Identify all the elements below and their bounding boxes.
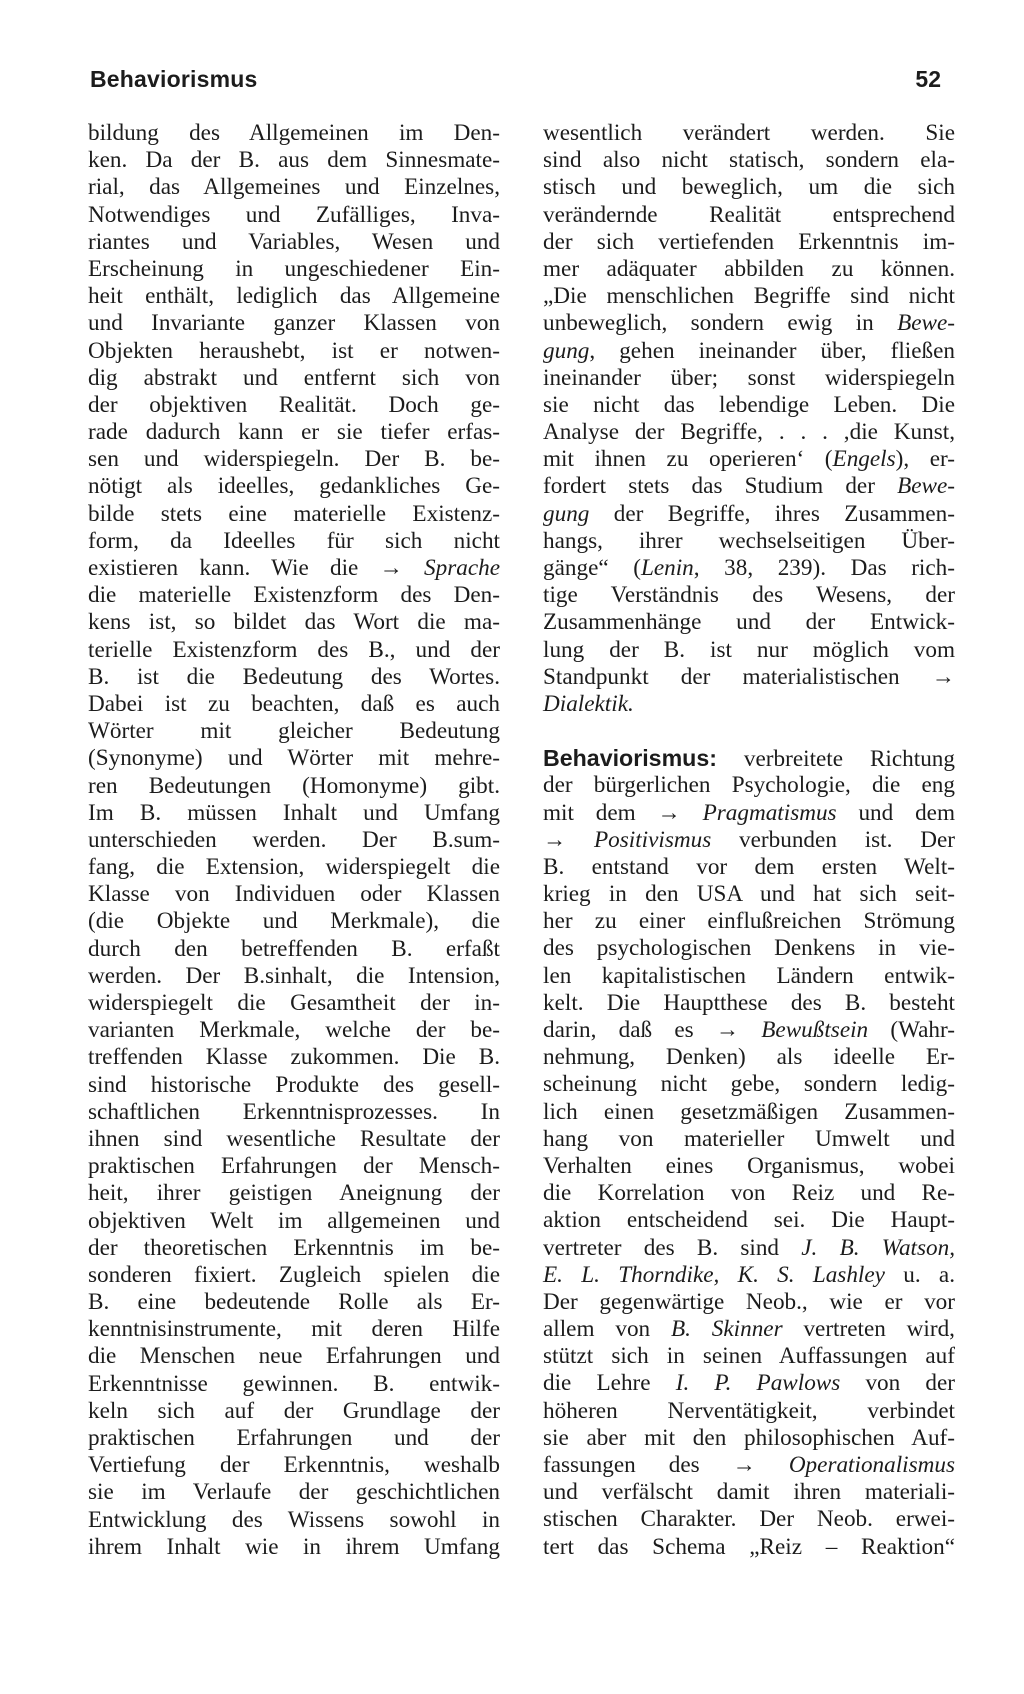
text-line: des psychologischen Denkens in vie- xyxy=(543,935,955,962)
text-line: sie im Verlaufe der geschichtlichen xyxy=(88,1479,500,1506)
text-line: stützt sich in seinen Auffassungen auf xyxy=(543,1343,955,1370)
text-line: nehmung, Denken) als ideelle Er- xyxy=(543,1044,955,1071)
text-line: hang von materieller Umwelt und xyxy=(543,1125,955,1152)
text-line: tige Verständnis des Wesens, der xyxy=(543,582,955,609)
text-line: höheren Nerventätigkeit, verbindet xyxy=(543,1397,955,1424)
text-line: sonderen fixiert. Zugleich spielen die xyxy=(88,1261,500,1288)
text-line: mit ihnen zu operieren‘ (Engels), er- xyxy=(543,446,955,473)
text-line: dig abstrakt und entfernt sich von xyxy=(88,364,500,391)
text-line: Vertiefung der Erkenntnis, weshalb xyxy=(88,1452,500,1479)
text-line: nötigt als ideelles, gedankliches Ge- xyxy=(88,473,500,500)
running-head xyxy=(90,66,941,102)
text-line: sie aber mit den philosophischen Auf- xyxy=(543,1424,955,1451)
text-line: → Positivismus verbunden ist. Der xyxy=(543,826,955,853)
text-line: Der gegenwärtige Neob., wie er vor xyxy=(543,1288,955,1315)
text-line: Erscheinung in ungeschiedener Ein- xyxy=(88,255,500,282)
text-line: ihnen sind wesentliche Resultate der xyxy=(88,1125,500,1152)
text-line: gung, gehen ineinander über, fließen xyxy=(543,337,955,364)
text-line: ihrem Inhalt wie in ihrem Umfang xyxy=(88,1533,500,1560)
text-line: gung der Begriffe, ihres Zusammen- xyxy=(543,500,955,527)
text-line: Dialektik. xyxy=(543,690,634,717)
text-line: wesentlich verändert werden. Sie xyxy=(543,120,955,146)
text-line: B. entstand vor dem ersten Welt- xyxy=(543,853,955,880)
text-line: krieg in den USA und hat sich seit- xyxy=(543,881,955,908)
text-line: darin, daß es → Bewußtsein (Wahr- xyxy=(543,1017,955,1043)
text-line: fassungen des → Operationalismus xyxy=(543,1452,955,1478)
text-line: Dabei ist zu beachten, daß es auch xyxy=(88,690,500,717)
text-line: ken. Da der B. aus dem Sinnesmate- xyxy=(88,147,500,174)
text-line: stisch und beweglich, um die sich xyxy=(543,174,955,201)
text-line: die Korrelation von Reiz und Re- xyxy=(543,1180,955,1207)
text-line: Entwicklung des Wissens sowohl in xyxy=(88,1506,500,1533)
text-line: praktischen Erfahrungen der Mensch- xyxy=(88,1153,500,1180)
text-line: Notwendiges und Zufälliges, Inva- xyxy=(88,201,500,228)
text-line: vertreter des B. sind J. B. Watson, xyxy=(543,1234,956,1261)
text-line: varianten Merkmale, welche der be- xyxy=(88,1017,500,1044)
text-line: lich einen gesetzmäßigen Zusammen- xyxy=(543,1098,955,1125)
text-line: heit, ihrer geistigen Aneignung der xyxy=(88,1180,500,1207)
entry-first-line xyxy=(543,745,955,772)
text-line: Verhalten eines Organismus, wobei xyxy=(543,1152,955,1179)
text-line: werden. Der B.sinhalt, die Intension, xyxy=(88,962,500,989)
text-line: der objektiven Realität. Doch ge- xyxy=(88,391,500,418)
text-line: scheinung nicht gebe, sondern ledig- xyxy=(543,1071,955,1098)
text-line: riantes und Variables, Wesen und xyxy=(88,228,500,255)
text-line: heit enthält, lediglich das Allgemeine xyxy=(88,283,500,310)
text-line: die Lehre I. P. Pawlows von der xyxy=(543,1370,955,1397)
text-line: sie nicht das lebendige Leben. Die xyxy=(543,391,955,418)
text-line: sind historische Produkte des gesell- xyxy=(88,1071,500,1098)
text-line: bildung des Allgemeinen im Den- xyxy=(88,120,500,146)
text-line: her zu einer einflußreichen Strömung xyxy=(543,908,955,935)
text-line: tert das Schema „Reiz – Reaktion“ xyxy=(543,1533,955,1560)
text-line: terielle Existenzform des B., und der xyxy=(88,636,500,663)
text-line: fang, die Extension, widerspiegelt die xyxy=(88,854,500,881)
entry-text: verbreitete Richtung xyxy=(716,746,955,773)
text-line: (die Objekte und Merkmale), die xyxy=(88,908,500,935)
text-line: rade dadurch kann er sie tiefer erfas- xyxy=(88,419,500,446)
text-line: gänge“ (Lenin, 38, 239). Das rich- xyxy=(543,555,955,581)
text-line: der sich vertiefenden Erkenntnis im- xyxy=(543,228,955,255)
text-line: mer adäquater abbilden zu können. xyxy=(543,255,955,282)
text-line: Standpunkt der materialistischen → xyxy=(543,663,955,690)
text-line: allem von B. Skinner vertreten wird, xyxy=(543,1316,955,1343)
right-column xyxy=(543,120,955,1561)
text-line: der theoretischen Erkenntnis im be- xyxy=(88,1234,500,1261)
text-line: und verfälscht damit ihren materiali- xyxy=(543,1479,955,1506)
text-line: E. L. Thorndike, K. S. Lashley u. a. xyxy=(543,1261,955,1288)
text-line: Erkenntnisse gewinnen. B. entwik- xyxy=(88,1370,500,1397)
text-line: rial, das Allgemeines und Einzelnes, xyxy=(88,174,500,201)
text-line: len kapitalistischen Ländern entwik- xyxy=(543,962,955,989)
text-line: unbeweglich, sondern ewig in Bewe- xyxy=(543,310,955,337)
text-line: schaftlichen Erkenntnisprozesses. In xyxy=(88,1098,500,1125)
text-line: die materielle Existenzform des Den- xyxy=(88,582,500,609)
text-line: keln sich auf der Grundlage der xyxy=(88,1397,500,1424)
text-line: aktion entscheidend sei. Die Haupt- xyxy=(543,1207,955,1234)
text-line: Klasse von Individuen oder Klassen xyxy=(88,881,500,908)
text-line: „Die menschlichen Begriffe sind nicht xyxy=(543,283,955,310)
text-line: hangs, ihrer wechselseitigen Über- xyxy=(543,527,955,554)
text-line: unterschieden werden. Der B.sum- xyxy=(88,826,500,853)
text-line: Im B. müssen Inhalt und Umfang xyxy=(88,799,500,826)
text-line: sen und widerspiegeln. Der B. be- xyxy=(88,446,500,473)
text-line: mit dem → Pragmatismus und dem xyxy=(543,799,956,826)
text-line: treffenden Klasse zukommen. Die B. xyxy=(88,1044,500,1071)
text-line: kelt. Die Hauptthese des B. besteht xyxy=(543,989,955,1016)
text-line: form, da Ideelles für sich nicht xyxy=(88,527,500,554)
text-line: verändernde Realität entsprechend xyxy=(543,201,955,228)
text-line: widerspiegelt die Gesamtheit der in- xyxy=(88,990,500,1016)
text-line: und Invariante ganzer Klassen von xyxy=(88,310,500,337)
text-line: ren Bedeutungen (Homonyme) gibt. xyxy=(88,772,500,799)
text-line: kens ist, so bildet das Wort die ma- xyxy=(88,609,500,636)
text-line: objektiven Welt im allgemeinen und xyxy=(88,1207,500,1234)
text-line: B. ist die Bedeutung des Wortes. xyxy=(88,663,500,690)
page-number: 52 xyxy=(915,66,941,92)
text-line: fordert stets das Studium der Bewe- xyxy=(543,473,955,500)
entry-headword: Behaviorismus: xyxy=(543,745,717,772)
text-line: Wörter mit gleicher Bedeutung xyxy=(88,718,500,745)
text-line: B. eine bedeutende Rolle als Er- xyxy=(88,1289,500,1316)
text-line: durch den betreffenden B. erfaßt xyxy=(88,935,500,962)
text-line: Zusammenhänge und der Entwick- xyxy=(543,609,955,636)
text-line: (Synonyme) und Wörter mit mehre- xyxy=(88,745,500,772)
text-line: kenntnisinstrumente, mit deren Hilfe xyxy=(88,1316,500,1343)
running-title: Behaviorismus xyxy=(90,66,258,92)
left-column xyxy=(88,120,500,1561)
text-line: ineinander über; sonst widerspiegeln xyxy=(543,364,955,391)
text-line: Objekten heraushebt, ist er notwen- xyxy=(88,337,500,364)
text-line: sind also nicht statisch, sondern ela- xyxy=(543,147,955,174)
text-line: bilde stets eine materielle Existenz- xyxy=(88,500,500,527)
text-line: der bürgerlichen Psychologie, die eng xyxy=(543,772,955,799)
text-line: Analyse der Begriffe, . . . ,die Kunst, xyxy=(543,419,955,446)
text-line: praktischen Erfahrungen und der xyxy=(88,1425,500,1451)
text-line: stischen Charakter. Der Neob. erwei- xyxy=(543,1506,955,1533)
text-line: die Menschen neue Erfahrungen und xyxy=(88,1343,500,1370)
text-line: existieren kann. Wie die → Sprache xyxy=(88,555,500,581)
text-line: lung der B. ist nur möglich vom xyxy=(543,636,955,663)
